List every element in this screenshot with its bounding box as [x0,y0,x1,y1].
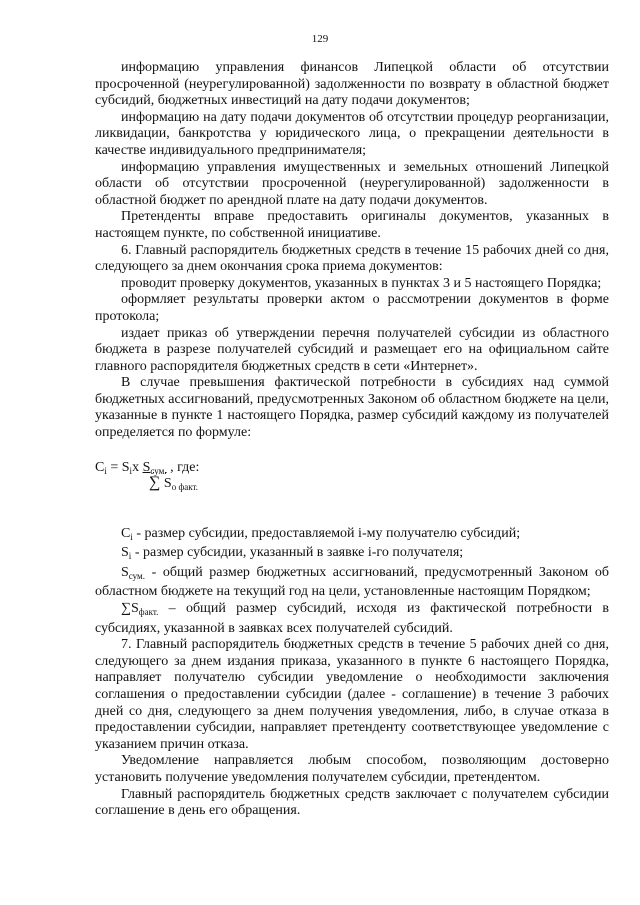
paragraph: оформляет результаты проверки актом о рассмотрении документов в форме протокола; [95,292,609,324]
page-number: 129 [311,33,329,45]
paragraph: 6. Главный распорядитель бюджетных средств в течение 15 рабочих дней со дня, следующего за днем окончания срока приема документов: [95,242,609,275]
paragraph: Уведомление направляется любым способом, позволяющим достоверно установить получение уведомления получателем субсидии, претендентом. [95,753,609,785]
paragraph: информацию управления имущественных и земельных отношений Липецкой области об отсутствии просроченной (неурегулированной) задолженности в областной бюджет по арендной плате на дату подачи документов. [95,159,609,208]
definition-line: $S_{сум.}$ - общий размер бюджетных ассигнований, предусмотренный Законом об областном бюджете на текущий год на цели, установленные настоящим Порядком; [95,564,609,600]
definition-line: $S_i$ - размер субсидии, указанный в заявке i-го получателя; [121,545,464,562]
formula-numerator-line: $C_i = S_ix$ $S_{сум.}$ , где: [95,459,200,476]
subsidy-formula [95,460,609,498]
document-body [95,60,609,820]
paragraph: информацию на дату подачи документов об отсутствии процедур реорганизации, ликвидации, банкротства у юридического лица, о прекращении деятельности в качестве индивидуального предпринимателя; [95,109,609,158]
paragraph: проводит проверку документов, указанных в пунктах 3 и 5 настоящего Порядка; [121,275,602,291]
paragraph: В случае превышения фактической потребности в субсидиях над суммой бюджетных ассигнований, предусмотренных Законом об областном бюджете на цели, указанные в пункте 1 настоящего Порядка, размер субсидий каждому из получателей определяется по формуле: [95,375,609,441]
paragraph: информацию управления финансов Липецкой области об отсутствии просроченной (неурегулированной) задолженности по возврату в областной бюджет субсидий, бюджетных инвестиций на дату подачи документов; [95,60,609,109]
paragraph: Главный распорядитель бюджетных средств заключает с получателем субсидии соглашение в день его обращения. [95,786,609,819]
definition-line: $\sum S_{факт.}$ – общий размер субсидий, исходя из фактической потребности в субсидиях, указанной в заявках всех получателей субсидий. [95,601,609,636]
formula-numerator: $S_{сум.}$ [142,459,167,476]
formula-denominator: ∑ $S_{о факт.}$ [149,473,199,492]
paragraph: 7. Главный распорядитель бюджетных средств в течение 5 рабочих дней со дня, следующего за днем издания приказа, указанного в пункте 6 настоящего Порядка, направляет получателю субсидии уведомление о необходимости заключения соглашения о предоставлении субсидии (далее - соглашение) в течение 3 рабочих дней со дня, следующего за днем получения уведомления, либо, в случае отказа в предоставлении субсидии, направляет претенденту соответствующее уведомление с указанием причин отказа. [95,637,609,752]
paragraph: издает приказ об утверждении перечня получателей субсидии из областного бюджета в разрезе получателей субсидий и размещает его на официальном сайте главного распорядителя бюджетных средств в сети «Интернет». [95,325,609,374]
definition-line: $C_i$ - размер субсидии, предоставляемой i-му получателю субсидий; [121,525,521,542]
paragraph: Претенденты вправе предоставить оригиналы документов, указанных в настоящем пункте, по собственной инициативе. [95,209,609,241]
